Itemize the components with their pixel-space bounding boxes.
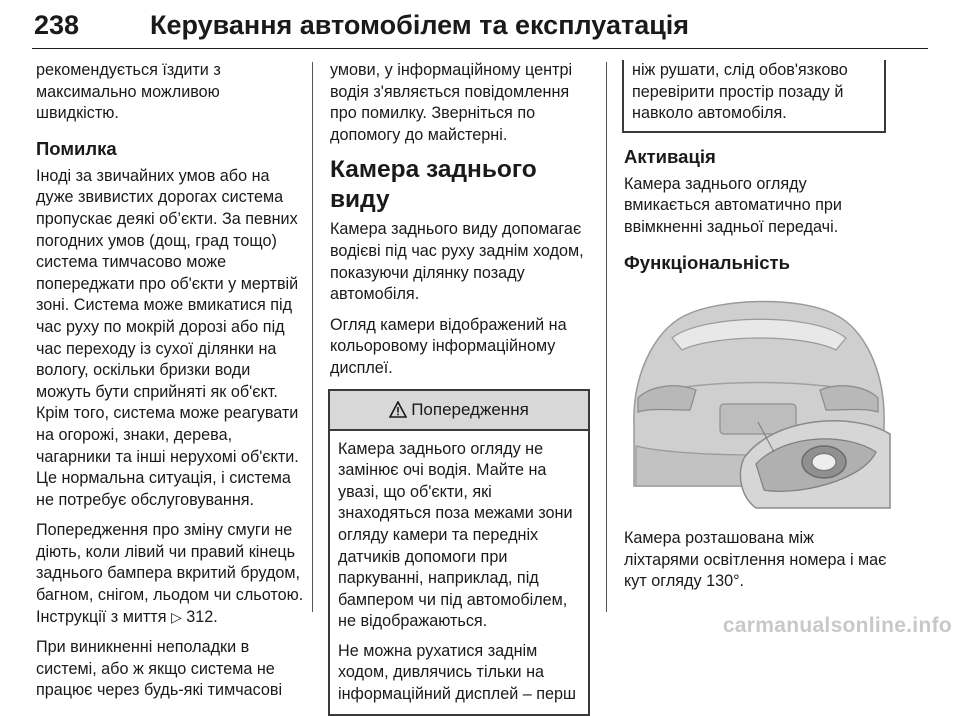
intro-paragraph: рекомендується їздити з максимально можливою швидкістю.	[36, 61, 221, 123]
section-heading: Камера заднього виду	[330, 156, 537, 214]
warning-body	[330, 431, 588, 706]
cross-reference[interactable]: Інструкції з миття ▷ 312.	[36, 607, 218, 626]
function-heading: Функціональність	[624, 251, 790, 273]
page-number: 238	[34, 10, 80, 40]
watermark: carmanualsonline.info	[722, 614, 952, 637]
activation-paragraph: Камера заднього огляду вмикається автоматично при ввімкненні задньої передачі.	[624, 174, 842, 236]
column-divider-2	[606, 62, 607, 612]
rear-camera-illustration	[624, 286, 892, 512]
error-heading: Помилка	[36, 137, 117, 159]
warning-paragraph-1: Камера заднього огляду не замінює очі водія. Майте на увазі, що об'єкти, які знаходяться поза межами зони огляду камери та передніх датчиків допомоги при паркуванні, наприклад, під бампером чи під автомобілем, не відображаються.	[338, 439, 573, 631]
error-paragraph-2: Попередження про зміну смуги не діють, коли лівий чи правий кінець заднього бампера вкритий брудом, багном, снігом, льодом чи сльотою. Інструкції з миття ▷ 312.	[36, 521, 304, 626]
warning-header	[330, 391, 588, 431]
warning-triangle-icon	[389, 401, 407, 418]
page-title: Керування автомобілем та експлуатація	[150, 10, 690, 40]
error-continuation: умови, у інформаційному центрі водія з'являється повідомлення про помилку. Зверніться по допомогу до майстерні.	[330, 61, 573, 144]
column-3	[624, 62, 914, 602]
page-header	[32, 8, 928, 48]
activation-heading: Активація	[624, 145, 716, 167]
camera-paragraph-1: Камера заднього виду допомагає водієві під час руху заднім ходом, показуючи ділянку позаду автомобіля.	[330, 220, 584, 304]
column-divider-1	[312, 62, 313, 612]
column-2	[330, 60, 592, 716]
warning-title: Попередження	[411, 399, 529, 419]
column-1	[36, 60, 306, 711]
warning-box	[328, 389, 590, 716]
camera-caption: Камера розташована між ліхтарями освітлення номера і має кут огляду 130°.	[624, 529, 887, 591]
warning-box-continuation: ніж рушати, слід обов'язково перевірити простір позаду й навколо автомобіля.	[622, 60, 886, 133]
warning-paragraph-2: Не можна рухатися заднім ходом, дивлячись тільки на інформаційний дисплей – перш	[338, 641, 577, 704]
error-paragraph-3: При виникненні неполадки в системі, або ж якщо система не працює через будь-які тимчасові	[36, 638, 283, 700]
reference-arrow-icon: ▷	[171, 608, 182, 625]
camera-paragraph-2: Огляд камери відображений на кольоровому інформаційному дисплеї.	[330, 315, 567, 377]
error-paragraph-1: Іноді за звичайних умов або на дуже звивистих дорогах система пропускає деякі об’єкти. За певних погодних умов (дощ, град тощо) система тимчасово може попереджати про об'єкти у мертвій зоні. Система може вмикатися під час руху по мокрій дорозі або під час переходу із сухої ділянки на вологу, оскільки бризки води можуть бути сприйняті як об'єкт. Крім того, система може реагувати на огорожі, знаки, дерева, чагарники та інші нерухомі об'єкти. Це нормальна ситуація, і система не потребує обслуговування.	[36, 166, 299, 509]
header-rule	[32, 48, 928, 49]
